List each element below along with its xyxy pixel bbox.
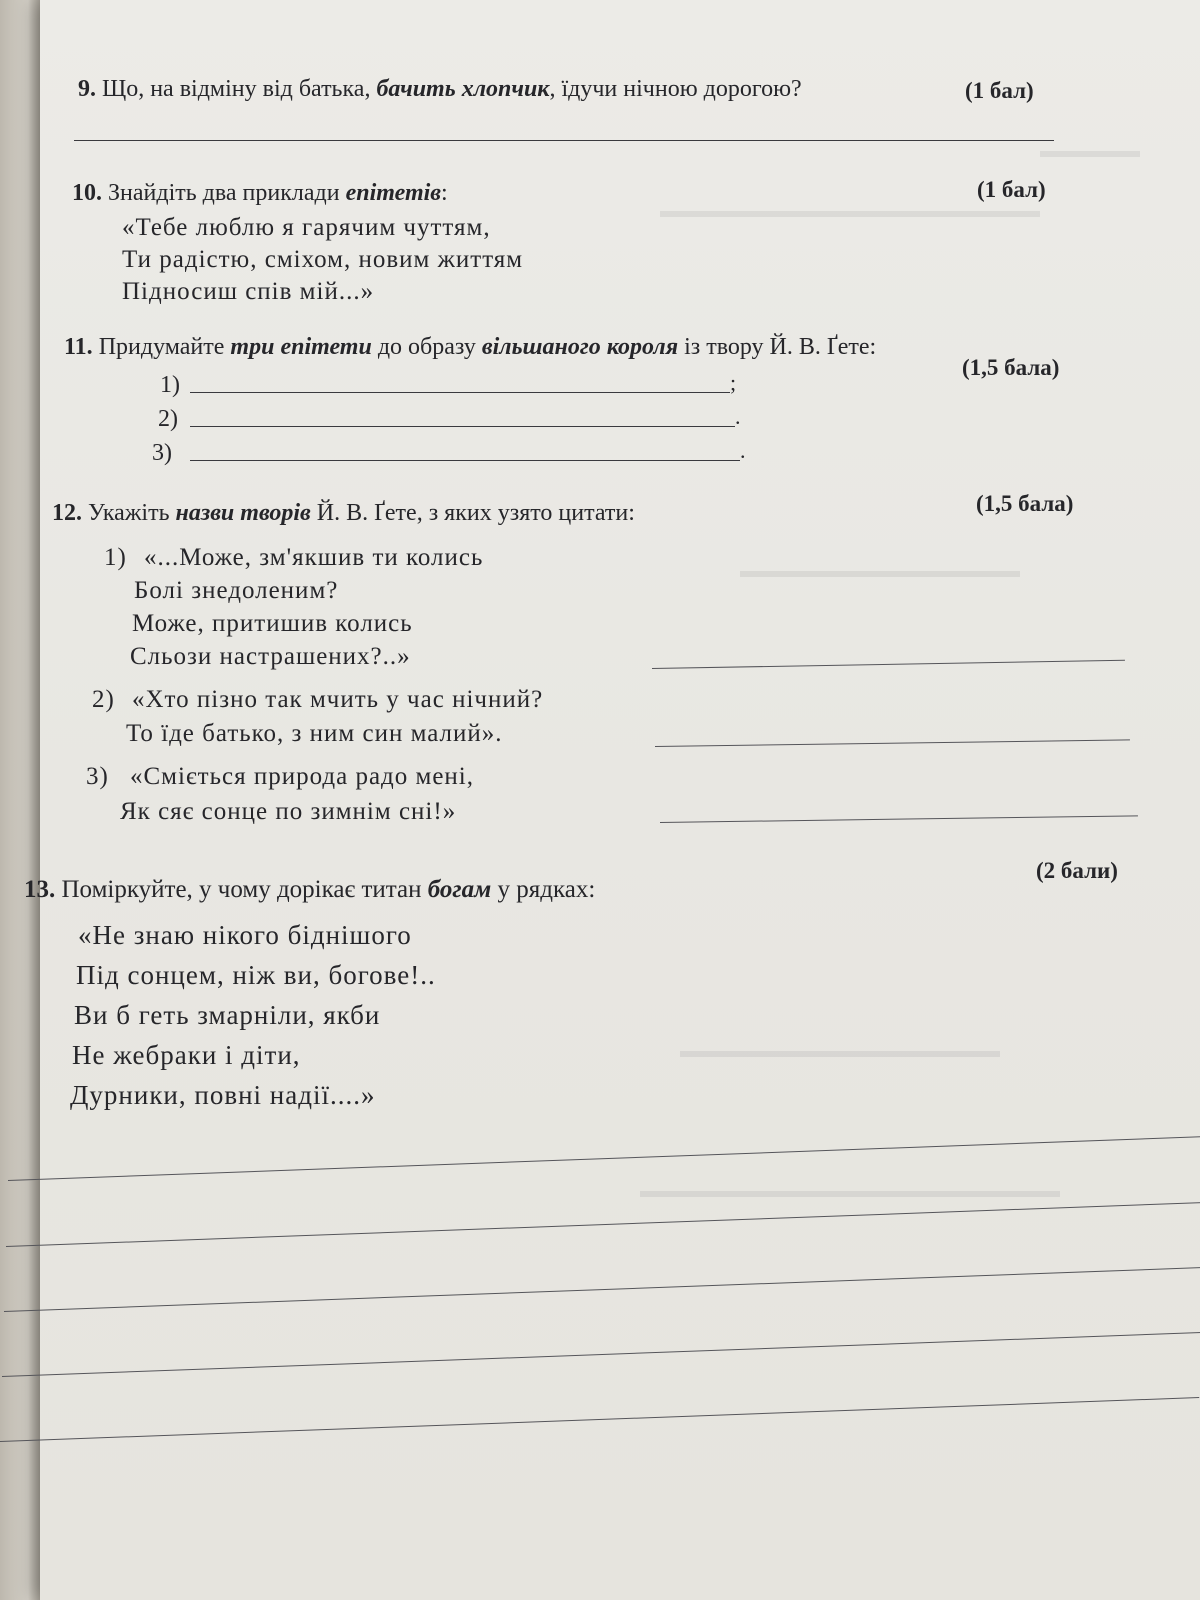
question-10 bbox=[72, 180, 448, 207]
question-13 bbox=[24, 876, 595, 904]
question-emphasis: епітетів bbox=[345, 180, 442, 206]
points-badge: (2 бали) bbox=[1036, 858, 1118, 883]
quote-line: Як сяє сонце по зимнім сні!» bbox=[120, 798, 457, 825]
question-text: Що, на відміну від батька, bbox=[96, 76, 377, 102]
answer-line[interactable] bbox=[190, 460, 740, 461]
answer-line[interactable] bbox=[655, 739, 1130, 747]
question-number: 12. bbox=[52, 500, 82, 526]
book-spine bbox=[0, 0, 40, 1600]
answer-line[interactable] bbox=[660, 815, 1138, 823]
question-emphasis: бачить хлопчик bbox=[376, 76, 550, 102]
question-number: 11. bbox=[64, 334, 93, 360]
question-12 bbox=[52, 500, 635, 527]
bleed-through-text: ▬▬▬▬▬▬▬▬▬▬▬▬▬▬ bbox=[740, 560, 1020, 582]
question-emphasis: назви творів bbox=[175, 500, 311, 526]
question-text: із твору Й. В. Ґете: bbox=[678, 334, 877, 360]
question-text: Знайдіть два приклади bbox=[102, 180, 346, 206]
poem-line: Не жебраки і діти, bbox=[72, 1040, 301, 1070]
poem-line: «Не знаю нікого біднішого bbox=[78, 920, 412, 950]
bleed-through-text: ▬▬▬▬▬ bbox=[1040, 140, 1140, 162]
answer-line[interactable] bbox=[0, 1397, 1199, 1442]
item-label: 2) bbox=[158, 406, 178, 432]
quote-line: Може, притишив колись bbox=[132, 610, 413, 637]
question-text: Укажіть bbox=[82, 500, 176, 526]
item-punctuation: . bbox=[735, 404, 741, 429]
question-text: у рядках: bbox=[491, 876, 596, 903]
quote-line: Болі знедоленим? bbox=[134, 577, 339, 604]
quote-line: «...Може, зм'якшив ти колись bbox=[144, 544, 484, 571]
poem-line: Ви б геть змарніли, якби bbox=[74, 1000, 381, 1030]
question-number: 13. bbox=[24, 876, 56, 903]
question-number: 10. bbox=[72, 180, 102, 206]
bleed-through-text: ▬▬▬▬▬▬▬▬▬▬▬▬▬▬▬▬▬▬▬ bbox=[660, 200, 1040, 222]
poem-line: Під сонцем, ніж ви, богове!.. bbox=[76, 960, 436, 990]
quote-line: «Сміється природа радо мені, bbox=[130, 763, 475, 790]
answer-line[interactable] bbox=[2, 1332, 1200, 1377]
poem-line: Підносиш спів мій...» bbox=[122, 278, 375, 305]
question-text: , їдучи нічною дорогою? bbox=[549, 76, 802, 102]
bleed-through-text: ▬▬▬▬▬▬▬▬▬▬▬▬▬▬▬▬▬▬▬▬▬ bbox=[640, 1180, 1060, 1202]
answer-line[interactable] bbox=[8, 1136, 1200, 1181]
item-punctuation: ; bbox=[730, 370, 737, 395]
quote-line: То їде батько, з ним син малий». bbox=[126, 720, 503, 747]
question-emphasis: три епітети bbox=[230, 334, 372, 360]
quote-label: 2) bbox=[92, 686, 115, 713]
answer-line[interactable] bbox=[652, 660, 1125, 669]
question-9 bbox=[78, 76, 802, 103]
points-badge: (1 бал) bbox=[977, 177, 1046, 202]
question-emphasis: богам bbox=[427, 876, 492, 903]
answer-line[interactable] bbox=[190, 392, 730, 393]
question-text: Поміркуйте, у чому дорікає титан bbox=[55, 876, 428, 903]
item-label: 1) bbox=[160, 372, 180, 398]
poem-line: Дурники, повні надії....» bbox=[70, 1080, 376, 1110]
answer-line[interactable] bbox=[6, 1202, 1200, 1247]
answer-line[interactable] bbox=[190, 426, 735, 427]
points-badge: (1,5 бала) bbox=[976, 491, 1074, 516]
question-text: до образу bbox=[371, 334, 482, 360]
quote-line: Сльози настрашених?..» bbox=[130, 643, 411, 670]
quote-label: 1) bbox=[104, 544, 127, 571]
answer-line[interactable] bbox=[4, 1267, 1200, 1312]
points-badge: (1 бал) bbox=[965, 78, 1034, 103]
question-text: Й. В. Ґете, з яких узято цитати: bbox=[310, 500, 635, 526]
question-emphasis: вільшаного короля bbox=[481, 334, 679, 360]
poem-line: «Тебе люблю я гарячим чуттям, bbox=[122, 214, 491, 241]
answer-line[interactable] bbox=[74, 140, 1054, 141]
item-punctuation: . bbox=[740, 438, 746, 463]
question-text: : bbox=[441, 180, 448, 206]
quote-label: 3) bbox=[86, 763, 109, 790]
question-11 bbox=[64, 334, 876, 361]
quote-line: «Хто пізно так мчить у час нічний? bbox=[132, 686, 544, 713]
question-text: Придумайте bbox=[92, 334, 231, 360]
points-badge: (1,5 бала) bbox=[962, 355, 1060, 380]
bleed-through-text: ▬▬▬▬▬▬▬▬▬▬▬▬▬▬▬▬ bbox=[680, 1040, 1000, 1062]
question-number: 9. bbox=[78, 76, 96, 102]
worksheet-page bbox=[24, 0, 1200, 1600]
item-label: 3) bbox=[152, 440, 172, 466]
poem-line: Ти радістю, сміхом, новим життям bbox=[122, 246, 524, 273]
